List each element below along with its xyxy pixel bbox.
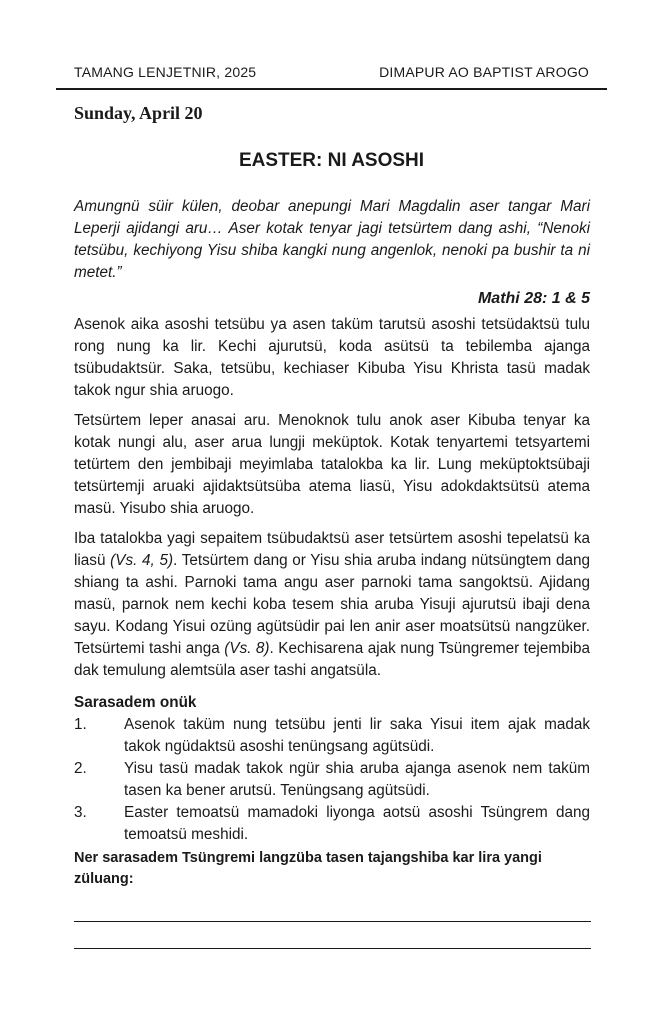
- page-header: [74, 64, 589, 80]
- question-item: [74, 802, 590, 846]
- header-publication: TAMANG LENJETNIR, 2025: [74, 64, 257, 80]
- question-number: 3.: [74, 804, 87, 821]
- discussion-questions: [74, 714, 590, 846]
- lesson-content: [74, 196, 590, 890]
- answer-line[interactable]: [74, 921, 591, 922]
- paragraph-3-part-3: . Kechisarena ajak nung Tsüngremer tejembiba dak temulung alemtsüla aser tashi angatsüla.: [74, 640, 590, 679]
- question-number: 2.: [74, 760, 87, 777]
- paragraph-3-part-2: . Tetsürtem dang or Yisu shia aruba indang nütsüngtem dang shiang ta ashi. Parnoki tama angu aser parnoki tama sangoktsü. Ajidang masü, parnok nem kechi koba tesem shia aruba Yisuji ajurutsü ibaji dena sayu. Kodang Yisui ozüng agütsüdir pai len anir aser moatsütsü nangzüker. Tetsürtemi tashi anga: [74, 552, 590, 657]
- question-text: Easter temoatsü mamadoki liyonga aotsü asoshi Tsüngrem dang temoatsü meshidi.: [124, 804, 590, 843]
- lesson-date: Sunday, April 20: [74, 103, 203, 123]
- header-rule: [56, 88, 607, 90]
- lesson-title: EASTER: NI ASOSHI: [238, 150, 425, 171]
- paragraph-3: [74, 528, 590, 682]
- question-text: Yisu tasü madak takok ngür shia aruba ajanga asenok nem taküm tasen ka bener arutsü. Tenüngsang agütsüdi.: [124, 760, 590, 799]
- paragraph-2: Tetsürtem leper anasai aru. Menoknok tulu anok aser Kibuba tenyar ka kotak nungi alu, aser arua lungji meküptok. Kotak tenyartemi tetsyartemi tetürtem den jembibaji meyimlaba tatalokba ka lir. Lung meküptoktsübaji tetsürtemji aruaki ajidaktsütsüba atema liasü, Yisu adokdaktsütsü atema masü. Yisubo shia aruogo.: [74, 412, 590, 517]
- paragraph-3-part-1: Iba tatalokba yagi sepaitem tsübudaktsü aser tetsürtem asoshi tepelatsü ka liasü: [74, 530, 590, 569]
- verse-citation: (Vs. 8): [224, 640, 270, 657]
- question-item: [74, 758, 590, 802]
- verse-citation: (Vs. 4, 5): [110, 552, 174, 569]
- question-number: 1.: [74, 716, 87, 733]
- question-item: [74, 714, 590, 758]
- prayer-prompt: Ner sarasadem Tsüngremi langzüba tasen tajangshiba kar lira yangi züluang:: [74, 850, 542, 887]
- answer-line[interactable]: [74, 948, 591, 949]
- scripture-reference: Mathi 28: 1 & 5: [477, 290, 590, 307]
- paragraph-1: Asenok aika asoshi tetsübu ya asen taküm tarutsü asoshi tetsüdaktsü tulu rong nung ka lir. Kechi ajurutsü, koda asütsü ta tebilemba ajanga tsübudaktsür. Saka, tetsübu, kechiaser Kibuba Yisu Khrista tasü madak takok ngur shia aruogo.: [74, 316, 590, 399]
- question-text: Asenok taküm nung tetsübu jenti lir saka Yisui item ajak madak takok ngüdaktsü asoshi tenüngsang agütsüdi.: [124, 716, 590, 755]
- discussion-heading: Sarasadem onük: [74, 694, 197, 711]
- header-organization: DIMAPUR AO BAPTIST AROGO: [379, 64, 589, 80]
- scripture-verse: Amungnü süir külen, deobar anepungi Mari Magdalin aser tangar Mari Leperji ajidangi aru… Aser kotak tenyar jagi tetsürtem dang ashi, “Nenoki tetsübu, kechiyong Yisu shiba kangki nung angenlok, nenoki pa bushir ta ni metet.”: [74, 198, 590, 281]
